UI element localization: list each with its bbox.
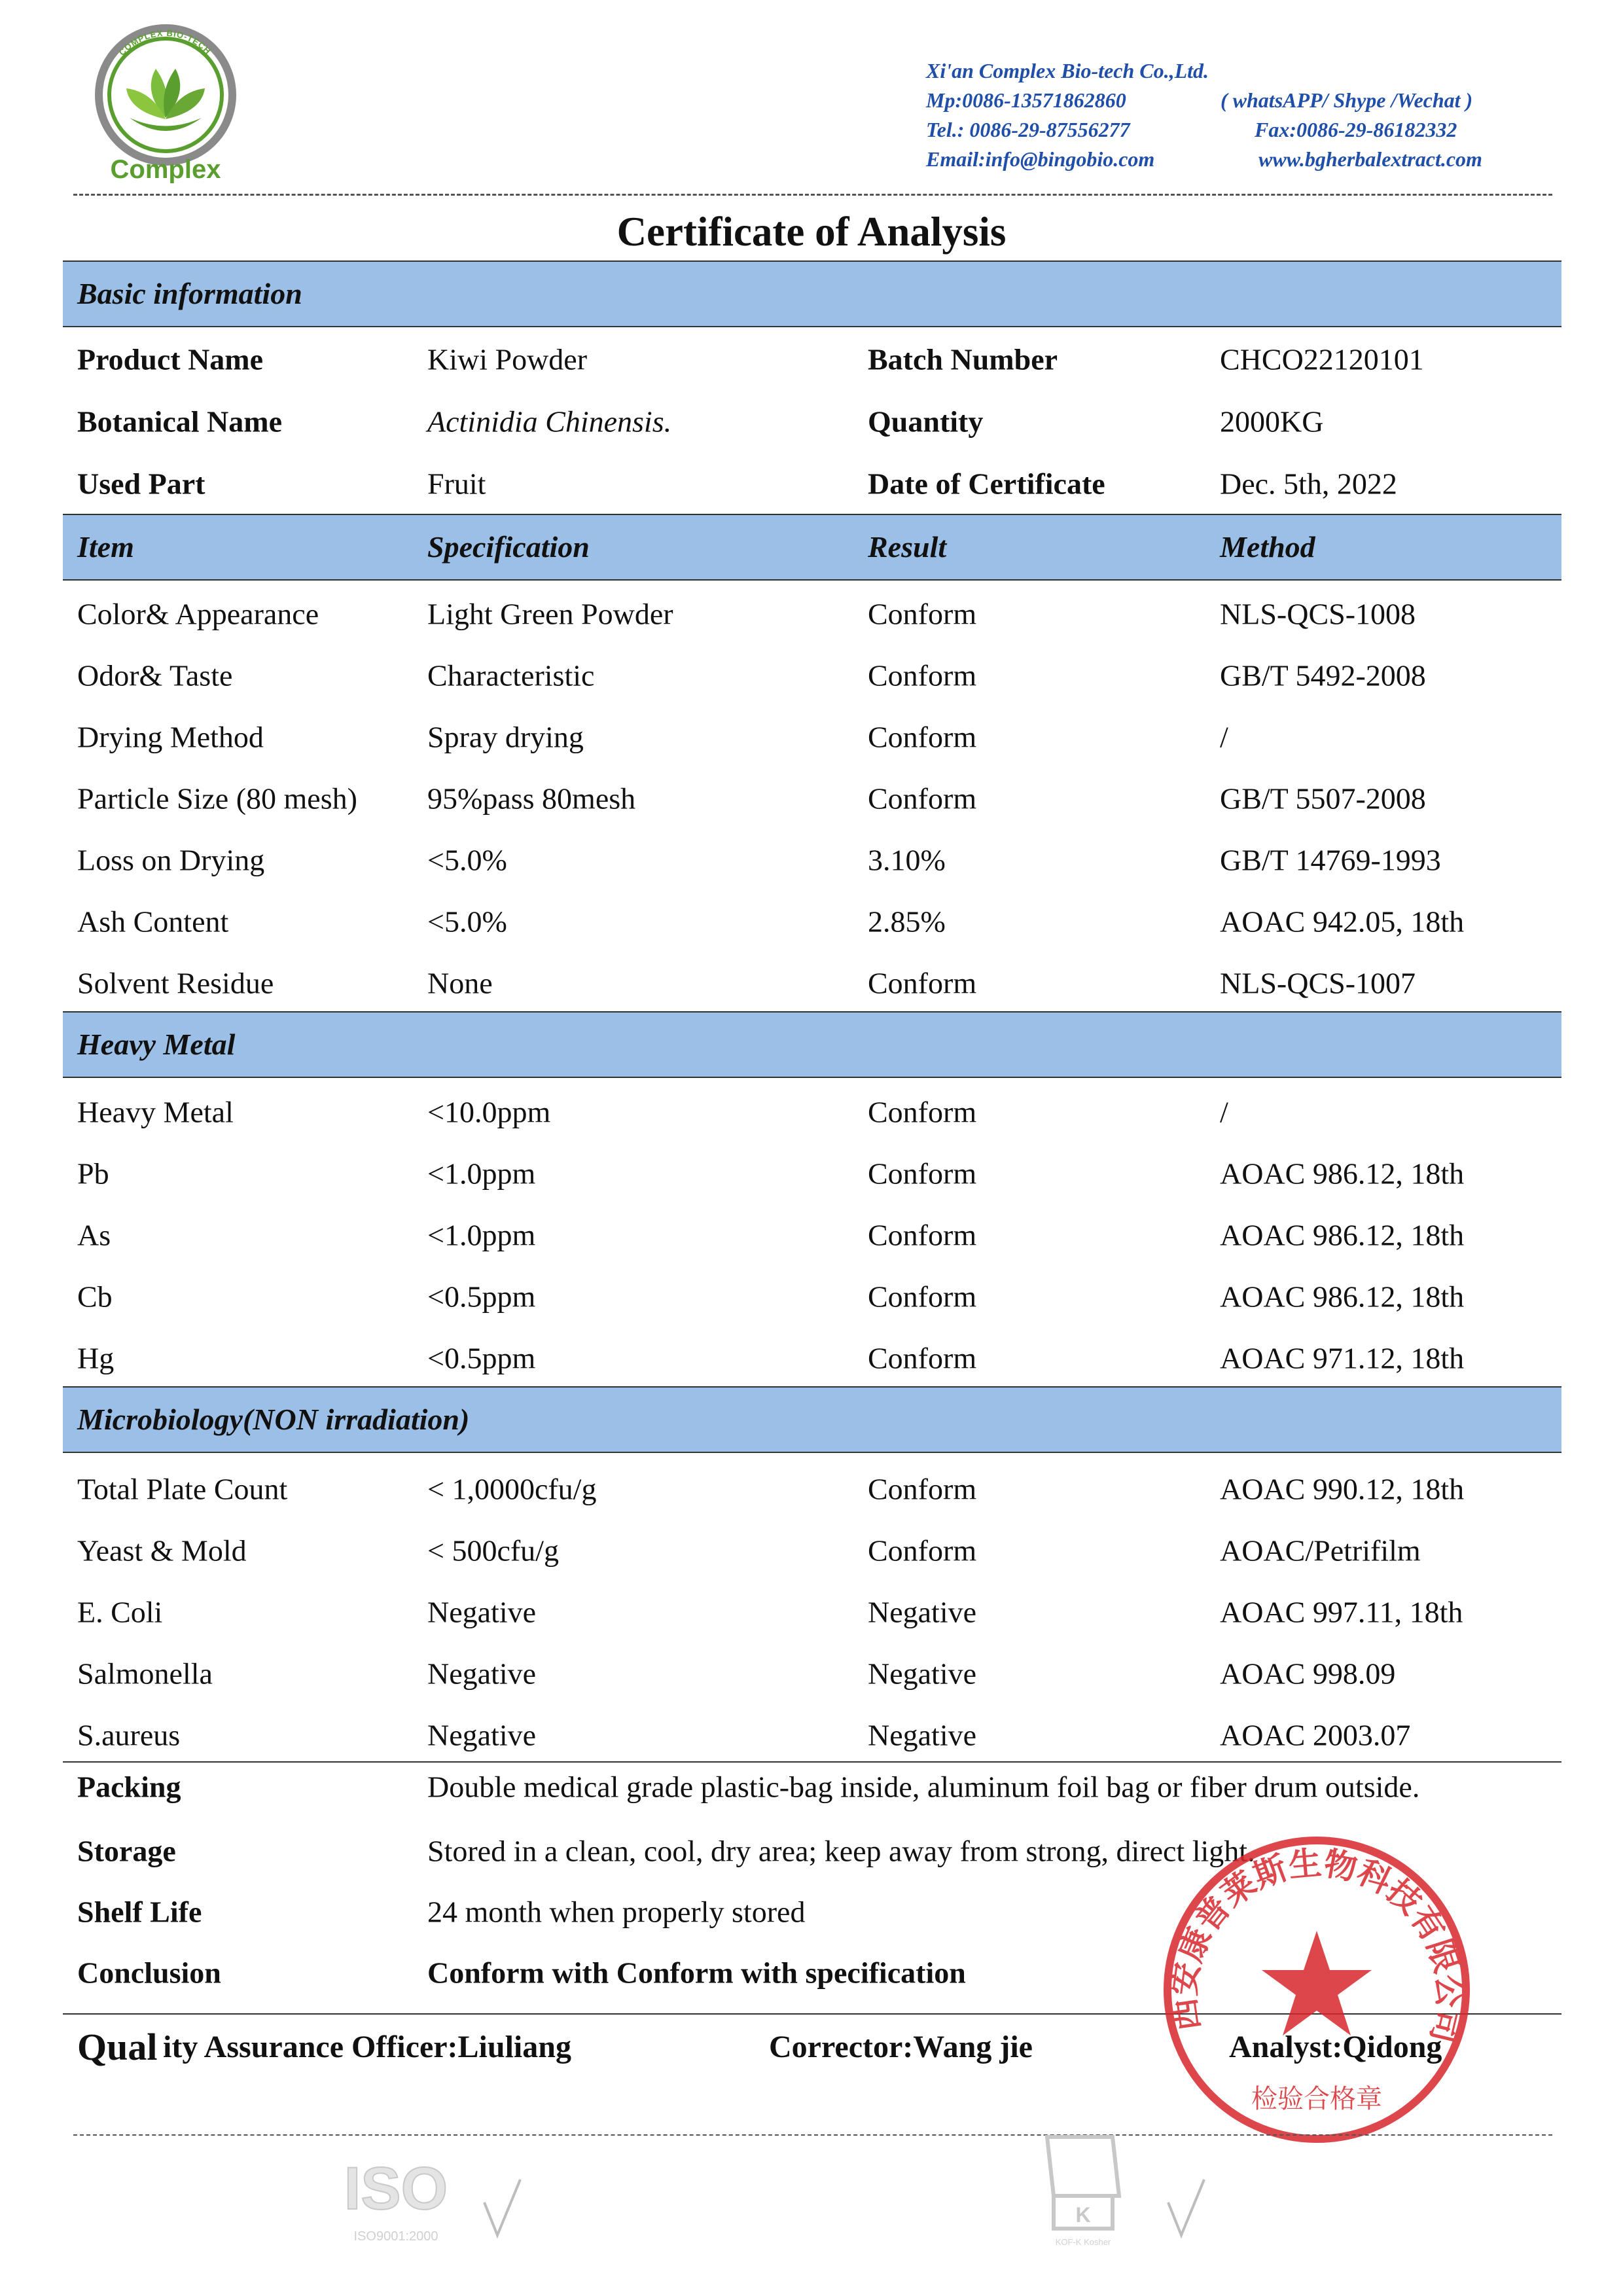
cell-result: Negative — [868, 1657, 977, 1690]
cell-result: Negative — [868, 1718, 977, 1751]
cell-item: Total Plate Count — [77, 1472, 288, 1505]
value-storage: Stored in a clean, cool, dry area; keep away from strong, direct light. — [427, 1834, 1255, 1868]
company-tel: Tel.: 0086-29-87556277 — [926, 118, 1130, 141]
company-fax: Fax:0086-29-86182332 — [1255, 118, 1457, 141]
company-mobile: Mp:0086-13571862860 — [926, 88, 1126, 112]
cell-specification: None — [427, 966, 493, 999]
section-heading: Microbiology(NON irradiation) — [77, 1403, 470, 1436]
seal-arc-text: 西安康普莱斯生物科技有限公司 — [1164, 1844, 1469, 2047]
analyst: Analyst:Qidong — [1229, 2030, 1442, 2064]
company-website[interactable]: www.bgherbalextract.com — [1258, 147, 1482, 171]
cell-method: AOAC 990.12, 18th — [1220, 1472, 1465, 1505]
table-row — [63, 583, 1561, 644]
cell-method: AOAC 942.05, 18th — [1220, 905, 1465, 938]
table-row — [63, 645, 1561, 706]
label-conclusion: Conclusion — [77, 1956, 221, 1990]
logo-ring-text: COMPLEX BIO-TECH — [116, 27, 213, 58]
cell-method: AOAC 986.12, 18th — [1220, 1218, 1465, 1251]
qa-officer: ity Assurance Officer:Liuliang — [163, 2030, 571, 2064]
cell-specification: Characteristic — [427, 658, 595, 692]
cell-item: Odor& Taste — [77, 658, 233, 692]
table-row — [63, 1204, 1561, 1265]
cell-result: Conform — [868, 720, 977, 753]
cell-specification: < 500cfu/g — [427, 1534, 559, 1567]
cell-item: Heavy Metal — [77, 1095, 234, 1128]
cell-specification: Negative — [427, 1718, 537, 1751]
cell-method: AOAC 2003.07 — [1220, 1718, 1411, 1751]
cell-method: NLS-QCS-1007 — [1220, 966, 1416, 999]
table-row — [63, 952, 1561, 1013]
column-result: Result — [868, 530, 947, 564]
cell-specification: Light Green Powder — [427, 597, 673, 630]
table-row — [63, 829, 1561, 890]
company-name: Xi'an Complex Bio-tech Co.,Ltd. — [926, 59, 1209, 82]
cell-specification: <5.0% — [427, 905, 507, 938]
note-row — [63, 1757, 1561, 1817]
cell-specification: < 1,0000cfu/g — [427, 1472, 597, 1505]
cell-item: Color& Appearance — [77, 597, 319, 630]
cell-result: Negative — [868, 1595, 977, 1628]
label-shelf-life: Shelf Life — [77, 1895, 202, 1929]
check-icon — [1168, 2179, 1204, 2235]
column-item: Item — [77, 530, 134, 564]
cell-specification: Negative — [427, 1595, 537, 1628]
value-used-part: Fruit — [427, 467, 486, 500]
cell-result: Conform — [868, 1157, 977, 1190]
company-info — [926, 56, 1554, 174]
table-row — [63, 1327, 1561, 1388]
cell-result: Conform — [868, 658, 977, 692]
cell-specification: <0.5ppm — [427, 1280, 536, 1313]
iso-logo-text: ISO — [344, 2155, 448, 2222]
table-row — [63, 1143, 1561, 1204]
cell-method: AOAC 986.12, 18th — [1220, 1157, 1465, 1190]
corrector: Corrector:Wang jie — [769, 2030, 1033, 2064]
table-row — [63, 706, 1561, 767]
label-product-name: Product Name — [77, 342, 264, 376]
cell-item: Pb — [77, 1157, 109, 1190]
basic-row — [63, 329, 1561, 389]
table-row — [63, 1520, 1561, 1581]
cell-method: AOAC/Petrifilm — [1220, 1534, 1421, 1567]
cell-result: Conform — [868, 1218, 977, 1251]
qa-label-large: Qual — [77, 2026, 158, 2068]
company-email: Email:info@bingobio.com — [926, 147, 1155, 171]
table-row — [63, 1643, 1561, 1704]
cell-method: GB/T 5507-2008 — [1220, 781, 1426, 815]
label-used-part: Used Part — [77, 467, 205, 500]
cell-result: Conform — [868, 1095, 977, 1128]
value-packing: Double medical grade plastic-bag inside, aluminum foil bag or fiber drum outside. — [427, 1770, 1420, 1804]
cell-item: Solvent Residue — [77, 966, 274, 999]
check-icon — [484, 2179, 520, 2235]
cell-method: / — [1220, 720, 1228, 753]
cell-item: Drying Method — [77, 720, 264, 753]
signature-line — [77, 2026, 1563, 2075]
label-date-of-certificate: Date of Certificate — [868, 467, 1105, 500]
cell-result: Conform — [868, 1534, 977, 1567]
table-row — [63, 1266, 1561, 1327]
header-divider — [73, 194, 1552, 196]
cell-result: Conform — [868, 1472, 977, 1505]
basic-row — [63, 453, 1561, 514]
label-botanical-name: Botanical Name — [77, 404, 283, 438]
company-seal-stamp — [1160, 1833, 1474, 2147]
cell-method: GB/T 14769-1993 — [1220, 843, 1441, 876]
section-heading: Basic information — [77, 277, 302, 310]
cell-item: As — [77, 1218, 111, 1251]
cell-specification: <1.0ppm — [427, 1218, 536, 1251]
cell-item: Particle Size (80 mesh) — [77, 781, 357, 815]
table-row — [63, 891, 1561, 952]
cell-method: AOAC 997.11, 18th — [1220, 1595, 1463, 1628]
value-date-of-certificate: Dec. 5th, 2022 — [1220, 467, 1397, 500]
cell-item: Loss on Drying — [77, 843, 265, 876]
cell-result: Conform — [868, 781, 977, 815]
cell-result: Conform — [868, 1280, 977, 1313]
cell-specification: <1.0ppm — [427, 1157, 536, 1190]
kosher-caption: KOF-K Kosher — [1055, 2237, 1111, 2247]
cell-item: E. Coli — [77, 1595, 163, 1628]
value-batch-number: CHCO22120101 — [1220, 342, 1424, 376]
value-shelf-life: 24 month when properly stored — [427, 1895, 806, 1929]
section-basic-information — [63, 260, 1561, 327]
cell-method: AOAC 971.12, 18th — [1220, 1341, 1465, 1374]
iso-certification-badge — [340, 2130, 530, 2248]
table-column-header — [63, 514, 1561, 581]
cell-specification: <10.0ppm — [427, 1095, 551, 1128]
cell-method: AOAC 998.09 — [1220, 1657, 1396, 1690]
label-packing: Packing — [77, 1770, 181, 1804]
cell-method: AOAC 986.12, 18th — [1220, 1280, 1465, 1313]
cell-method: / — [1220, 1095, 1228, 1128]
table-row — [63, 1581, 1561, 1642]
cell-method: GB/T 5492-2008 — [1220, 658, 1426, 692]
section-heavy-metal — [63, 1011, 1561, 1078]
company-apps: ( whatsAPP/ Shype /Wechat ) — [1221, 88, 1473, 112]
value-botanical-name: Actinidia Chinensis. — [427, 404, 672, 438]
cell-item: S.aureus — [77, 1718, 181, 1751]
label-quantity: Quantity — [868, 404, 984, 438]
value-product-name: Kiwi Powder — [427, 342, 588, 376]
cell-result: 2.85% — [868, 905, 946, 938]
cell-item: Salmonella — [77, 1657, 213, 1690]
table-row — [63, 768, 1561, 829]
cell-result: Conform — [868, 597, 977, 630]
label-storage: Storage — [77, 1834, 176, 1868]
cell-specification: Negative — [427, 1657, 537, 1690]
basic-row — [63, 391, 1561, 452]
value-conclusion: Conform with Conform with specification — [427, 1956, 966, 1990]
document-title: Certificate of Analysis — [616, 209, 1007, 255]
column-specification: Specification — [427, 530, 590, 564]
seal-bottom-text: 检验合格章 — [1251, 2084, 1382, 2114]
footer-divider — [73, 2134, 1552, 2136]
cell-item: Ash Content — [77, 905, 229, 938]
table-row — [63, 1458, 1561, 1519]
cell-item: Yeast & Mold — [77, 1534, 247, 1567]
logo-wordmark: Complex — [110, 155, 221, 183]
cell-specification: <0.5ppm — [427, 1341, 536, 1374]
cell-method: NLS-QCS-1008 — [1220, 597, 1416, 630]
iso-caption: ISO9001:2000 — [353, 2229, 438, 2244]
table-row — [63, 1081, 1561, 1142]
cell-result: Conform — [868, 1341, 977, 1374]
cell-item: Cb — [77, 1280, 113, 1313]
cell-result: Conform — [868, 966, 977, 999]
section-microbiology — [63, 1386, 1561, 1453]
label-batch-number: Batch Number — [868, 342, 1058, 376]
cell-specification: <5.0% — [427, 843, 507, 876]
section-heading: Heavy Metal — [77, 1028, 236, 1061]
kosher-certification-badge — [1041, 2130, 1230, 2248]
cell-specification: Spray drying — [427, 720, 584, 753]
cell-item: Hg — [77, 1341, 115, 1374]
cell-specification: 95%pass 80mesh — [427, 781, 636, 815]
kosher-mark: K — [1075, 2203, 1091, 2227]
value-quantity: 2000KG — [1220, 404, 1324, 438]
company-logo — [90, 20, 241, 183]
cell-result: 3.10% — [868, 843, 946, 876]
column-method: Method — [1220, 530, 1315, 564]
